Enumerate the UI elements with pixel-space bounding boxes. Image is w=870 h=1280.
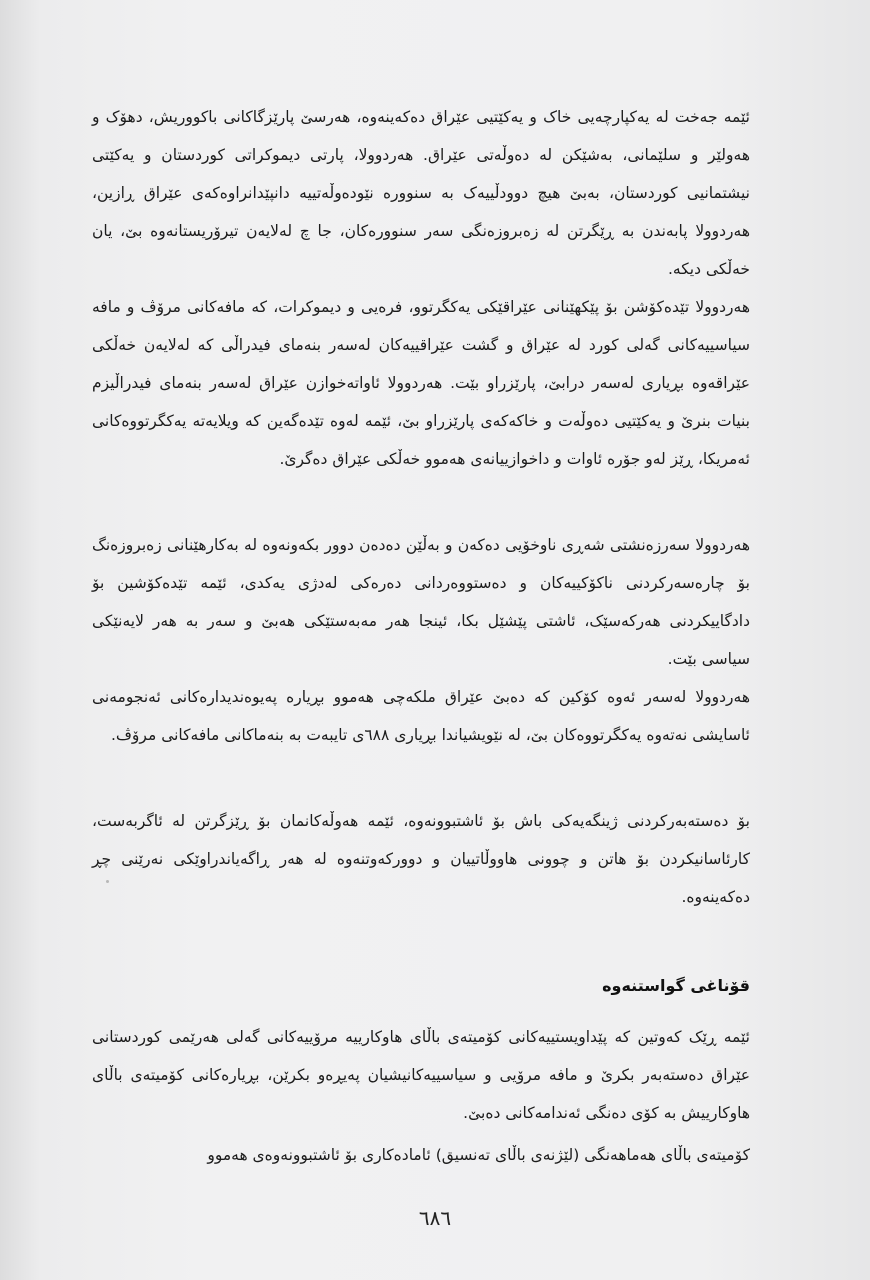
section-paragraph-2: کۆمیتەی باڵای هەماهەنگی (لێژنەی باڵای تەنسیق) ئامادەکاری بۆ ئاشتبوونەوەی هەموو [207, 1146, 750, 1164]
page-number: ٦٨٦ [418, 1206, 452, 1230]
paper-speck [106, 880, 109, 883]
paragraph-5: بۆ دەستەبەرکردنی ژینگەیەکی باش بۆ ئاشتبوونەوە، ئێمە هەوڵەکانمان بۆ ڕێزگرتن لە ئاگربەست، کارئاسانیکردن بۆ هاتن و چوونی هاووڵاتییان و دوورکەوتنەوە لە هەر ڕاگەیاندراوێکی نەرێنی چڕ دەکەینەوە. [92, 812, 750, 906]
section-paragraph-1: ئێمە ڕێک کەوتین کە پێداویستییەکانی کۆمیتەی باڵای هاوکارییە مرۆییەکانی گەلی هەرێمی کوردستانی عێراق دەستەبەر بکرێ و مافە مرۆیی و سیاسییەکانیشیان پەیڕەو بکرێن، بڕیارەکانی کۆمیتەی باڵای هاوکارییش بە کۆی دەنگی ئەندامەکانی دەبێ. [92, 1028, 750, 1122]
paragraph-2: هەردوولا تێدەکۆشن بۆ پێکهێنانی عێراقێکی یەکگرتوو، فرەیی و دیموکرات، کە مافەکانی مرۆڤ و مافە سیاسییەکانی گەلی کورد لە عێراق و گشت عێراقییەکان لەسەر بنەمای فیدراڵی کە لەلایەن خەڵکی عێراقەوە بڕیاری لەسەر درابێ، پارێزراو بێت. هەردوولا ئاواتەخوازن عێراق لەسەر بنەمای فیدراڵیزم بنیات بنرێ و یەکێتیی دەوڵەت و خاکەکەی پارێزراو بێ، ئێمە لەوە تێدەگەین کە ویلایەتە یەکگرتووەکانی ئەمریکا، ڕێز لەو جۆرە ئاوات و داخوازییانەی هەموو خەڵکی عێراق دەگرێ. [92, 298, 750, 468]
paragraph-4: هەردوولا لەسەر ئەوە کۆکین کە دەبێ عێراق ملکەچی هەموو بڕیارە پەیوەندیدارەکانی ئەنجومەنی ئاسایشی نەتەوە یەکگرتووەکان بێ، لە نێویشیاندا بڕیاری ٦٨٨ی تایبەت بە بنەماکانی مافەکانی مرۆڤ. [92, 688, 750, 744]
paragraph-3: هەردوولا سەرزەنشتی شەڕی ناوخۆیی دەکەن و بەڵێن دەدەن دوور بکەونەوە لە بەکارهێنانی زەبروزەنگ بۆ چارەسەرکردنی ناکۆکییەکان و دەستووەردانی دەرەکی لەدژی یەکدی، ئێمە تێدەکۆشین بۆ دادگاییکردنی هەرکەسێک، ئاشتی پێشێل بکا، ئینجا هەر مەبەستێکی هەبێ و سەر بە هەر لایەنێکی سیاسی بێت. [92, 536, 750, 668]
paragraph-1: ئێمە جەخت لە یەکپارچەیی خاک و یەکێتیی عێراق دەکەینەوە، هەرسێ پارێزگاکانی باکووریش، دهۆک و هەولێر و سلێمانی، بەشێکن لە دەوڵەتی عێراق. هەردوولا، پارتی دیموکراتی کوردستان و یەکێتی نیشتمانیی کوردستان، بەبێ هیچ دوودڵییەک بە سنووره نێودەوڵەتییە دانپێدانراوەکەی عێراق ڕازین، هەردوولا پابەندن بە ڕێگرتن لە زەبروزەنگی سەر سنوورەکان، جا چ لەلایەن تیرۆریستانەوە بێ، یان خەڵکی دیکە. [92, 108, 750, 278]
section-heading: قۆناغی گواستنەوە [602, 976, 750, 995]
